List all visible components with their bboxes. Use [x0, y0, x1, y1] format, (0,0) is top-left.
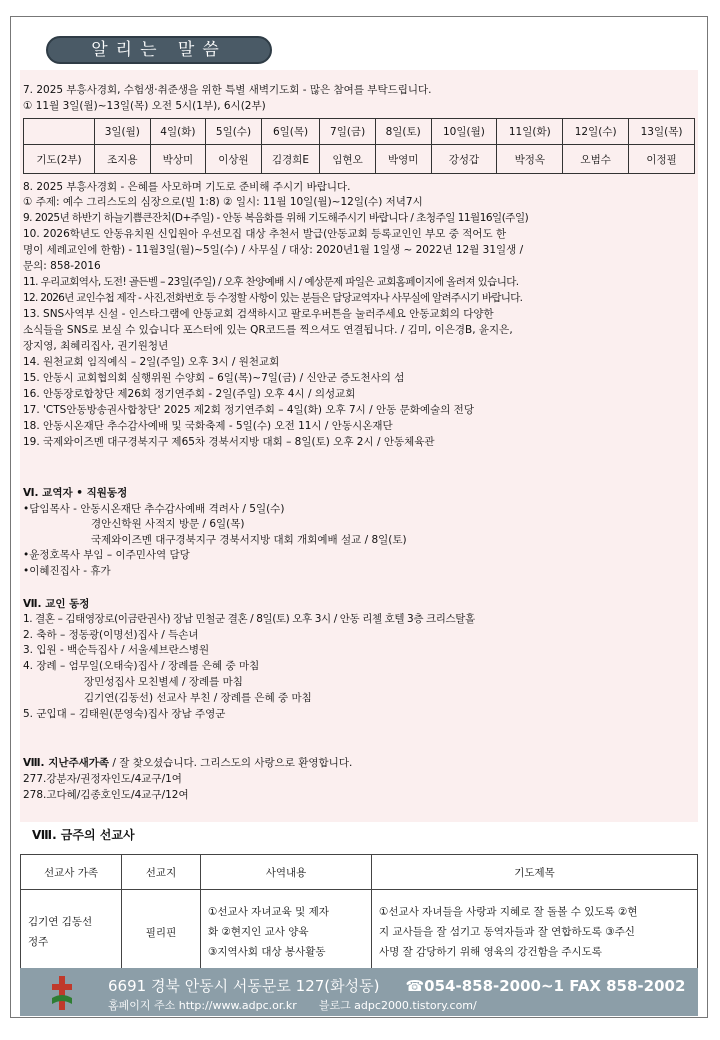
staff-news-line: 경안신학원 사적지 방문 / 6일(목) [91, 518, 245, 530]
notice-line: 15. 안동시 교회협의회 실행위원 수양회 – 6일(목)~7일(금) / 신안군 증도천사의 섬 [23, 372, 405, 384]
notice-line: 명이 세례교인에 한함) - 11월3일(월)~5일(수) / 사무실 / 대상: 2020년1월 1일생 ~ 2022년 12월 31일생 / [23, 244, 524, 256]
notice-line: 문의: 858-2016 [23, 260, 101, 272]
missionary-work-cell [201, 890, 372, 975]
new-family-welcome: / 잘 찾오셨습니다. 그리스도의 사랑으로 환영합니다. [109, 757, 353, 769]
prayer-schedule-table [23, 118, 695, 174]
schedule-name: 박상미 [150, 145, 206, 174]
missionary-prayer-line: ①선교사 자녀들을 사랑과 지혜로 잘 돌볼 수 있도록 ②현 [379, 906, 638, 918]
notice-line: 12. 2026년 교인수첩 제작 - 사진,전화번호 등 수정할 사항이 있는 분들은 담당교역자나 사무실에 알려주시기 바랍니다. [23, 292, 523, 304]
notice-line: 16. 안동장로합창단 제26회 정기연주회 - 2일(주일) 오후 4시 / 의성교회 [23, 388, 356, 400]
notice-line: 17. 'CTS안동방송권사합창단' 2025 제2회 정기연주회 – 4일(화) 오후 7시 / 안동 문화예술의 전당 [23, 404, 474, 416]
staff-news-line: 국제와이즈멘 대구경북지구 경북서지방 대회 개회예배 설교 / 8일(토) [91, 534, 407, 546]
member-news-line: 3. 입원 - 백순득집사 / 서울세브란스병원 [23, 644, 210, 656]
notice-line: 14. 원천교회 임직예식 – 2일(주일) 오후 3시 / 원천교회 [23, 356, 280, 368]
staff-news-heading: Ⅵ. 교역자 • 직원동정 [23, 487, 128, 499]
member-news-heading: Ⅶ. 교인 동정 [23, 598, 90, 610]
missionary-heading: Ⅷ. 금주의 선교사 [32, 828, 135, 842]
notice-line: 11. 우리교회역사, 도전! 골든벨 – 23일(주일) / 오후 찬양예배 시 / 예상문제 파일은 교회홈페이지에 올려져 있습니다. [23, 276, 519, 288]
missionary-work-line: ③지역사회 대상 봉사활동 [208, 946, 326, 958]
missionary-family-line: 정주 [28, 936, 49, 948]
notice-line: 18. 안동시온재단 추수감사예배 및 국화축제 - 5일(수) 오전 11시 / 안동시온재단 [23, 420, 393, 432]
missionary-header: 사역내용 [201, 855, 372, 890]
notice-line: 8. 2025 부흥사경회 - 은혜를 사모하며 기도로 준비해 주시기 바랍니다. [23, 181, 351, 193]
member-news-line: 2. 축하 – 정동광(이명선)집사 / 득손녀 [23, 629, 199, 641]
schedule-name: 임현오 [320, 145, 376, 174]
missionary-header-row [21, 855, 698, 890]
schedule-day: 7일(금) [320, 119, 376, 145]
schedule-name: 박영미 [375, 145, 431, 174]
schedule-day: 11일(화) [497, 119, 563, 145]
missionary-prayer-line: 지 교사들을 잘 섬기고 동역자들과 잘 연합하도록 ③주신 [379, 926, 635, 938]
schedule-name: 이정필 [629, 145, 695, 174]
footer-blog[interactable]: 블로그 adpc2000.tistory.com/ [318, 999, 477, 1012]
missionary-row [21, 890, 698, 975]
schedule-name: 김경희E [261, 145, 320, 174]
schedule-day: 13일(목) [629, 119, 695, 145]
member-news-line: 장민성집사 모친별세 / 장례를 마침 [84, 676, 243, 688]
new-family-entry: 278.고다혜/김종호인도/4교구/12여 [23, 789, 189, 801]
new-family-heading-line [23, 757, 352, 770]
notice-7-title: 7. 2025 부흥사경회, 수험생·취준생을 위한 특별 새벽기도회 - 많은 참여를 부탁드립니다. [23, 84, 432, 96]
missionary-work-line: ①선교사 자녀교육 및 제자 [208, 906, 329, 918]
footer-web-line [108, 997, 477, 1013]
missionary-header: 선교지 [122, 855, 201, 890]
missionary-table [20, 854, 698, 975]
member-news-line: 1. 결혼 – 김태영장로(이금란권사) 장남 민철군 결혼 / 8일(토) 오후 3시 / 안동 리첼 호텔 3층 크리스탈홀 [23, 613, 475, 625]
footer-bar [20, 968, 698, 1016]
member-news-line: 5. 군입대 – 김태원(문영숙)집사 장남 주영군 [23, 708, 226, 720]
schedule-name: 박정옥 [497, 145, 563, 174]
schedule-name: 이상원 [206, 145, 262, 174]
section-title: 알리는 말씀 [46, 36, 272, 64]
notice-line: 19. 국제와이즈멘 대구경북지구 제65차 경북서지방 대회 – 8일(토) 오후 2시 / 안동체육관 [23, 436, 435, 448]
missionary-header: 선교사 가족 [21, 855, 122, 890]
footer-phone: ☎054-858-2000~1 FAX 858-2002 [405, 977, 686, 995]
schedule-name: 조지용 [95, 145, 151, 174]
footer-homepage[interactable]: 홈페이지 주소 http://www.adpc.or.kr [108, 999, 297, 1012]
schedule-day: 4일(화) [150, 119, 206, 145]
notice-line: 소식들을 SNS로 보실 수 있습니다 포스터에 있는 QR코드를 찍으셔도 연결됩니다. / 김미, 이은경B, 윤지은, [23, 324, 513, 336]
footer-address: 6691 경북 안동시 서동문로 127(화성동) [108, 977, 380, 995]
schedule-day: 10일(월) [431, 119, 497, 145]
schedule-names-row [24, 145, 695, 174]
missionary-prayer-line: 사명 잘 감당하기 위해 영육의 강건함을 주시도록 [379, 946, 602, 958]
notice-line: 장지영, 최혜리집사, 권기원청년 [23, 340, 169, 352]
staff-news-line: •윤정호목사 부임 – 이주민사역 담당 [23, 549, 190, 561]
missionary-family-cell [21, 890, 122, 975]
missionary-field-cell: 필리핀 [122, 890, 201, 975]
new-family-entry: 277.강분자/권정자인도/4교구/1여 [23, 773, 182, 785]
schedule-days-row [24, 119, 695, 145]
schedule-corner [24, 119, 95, 145]
notice-7-sub: ① 11월 3일(월)~13일(목) 오전 5시(1부), 6시(2부) [23, 100, 266, 112]
schedule-day: 3일(월) [95, 119, 151, 145]
schedule-name: 강성갑 [431, 145, 497, 174]
member-news-line: 김기연(김동선) 선교사 부친 / 장례를 은혜 중 마침 [84, 692, 312, 704]
notice-line: ① 주제: 예수 그리스도의 심장으로(빌 1:8) ② 일시: 11월 10일(월)~12일(수) 저녁7시 [23, 196, 423, 208]
church-logo-icon [50, 974, 74, 1012]
member-news-line: 4. 장례 – 엄무일(오태숙)집사 / 장례를 은혜 중 마침 [23, 660, 260, 672]
missionary-prayer-cell [372, 890, 698, 975]
staff-news-line: •이혜진집사 - 휴가 [23, 565, 111, 577]
schedule-row-label: 기도(2부) [24, 145, 95, 174]
schedule-day: 8일(토) [375, 119, 431, 145]
schedule-day: 12일(수) [563, 119, 629, 145]
staff-news-line: •담임목사 - 안동시온재단 추수감사예배 격려사 / 5일(수) [23, 503, 285, 515]
missionary-family-line: 김기연 김동선 [28, 916, 93, 928]
notice-line: 10. 2026학년도 안동유치원 신입원아 우선모집 대상 추천서 발급(안동교회 등록교인인 부모 중 적어도 한 [23, 228, 507, 240]
notice-line: 13. SNS사역부 신설 - 인스타그램에 안동교회 검색하시고 팔로우버튼을 눌러주세요 안동교회의 다양한 [23, 308, 494, 320]
missionary-header: 기도제목 [372, 855, 698, 890]
footer-address-line [108, 975, 685, 996]
notice-line: 9. 2025년 하반기 하늘기쁨큰잔치(D+주일) - 안동 복음화를 위해 기도해주시기 바랍니다 / 초청주일 11월16일(주일) [23, 212, 529, 224]
schedule-day: 5일(수) [206, 119, 262, 145]
schedule-day: 6일(목) [261, 119, 320, 145]
schedule-name: 오범수 [563, 145, 629, 174]
new-family-heading: Ⅷ. 지난주새가족 [23, 757, 110, 769]
missionary-work-line: 화 ②현지인 교사 양육 [208, 926, 309, 938]
